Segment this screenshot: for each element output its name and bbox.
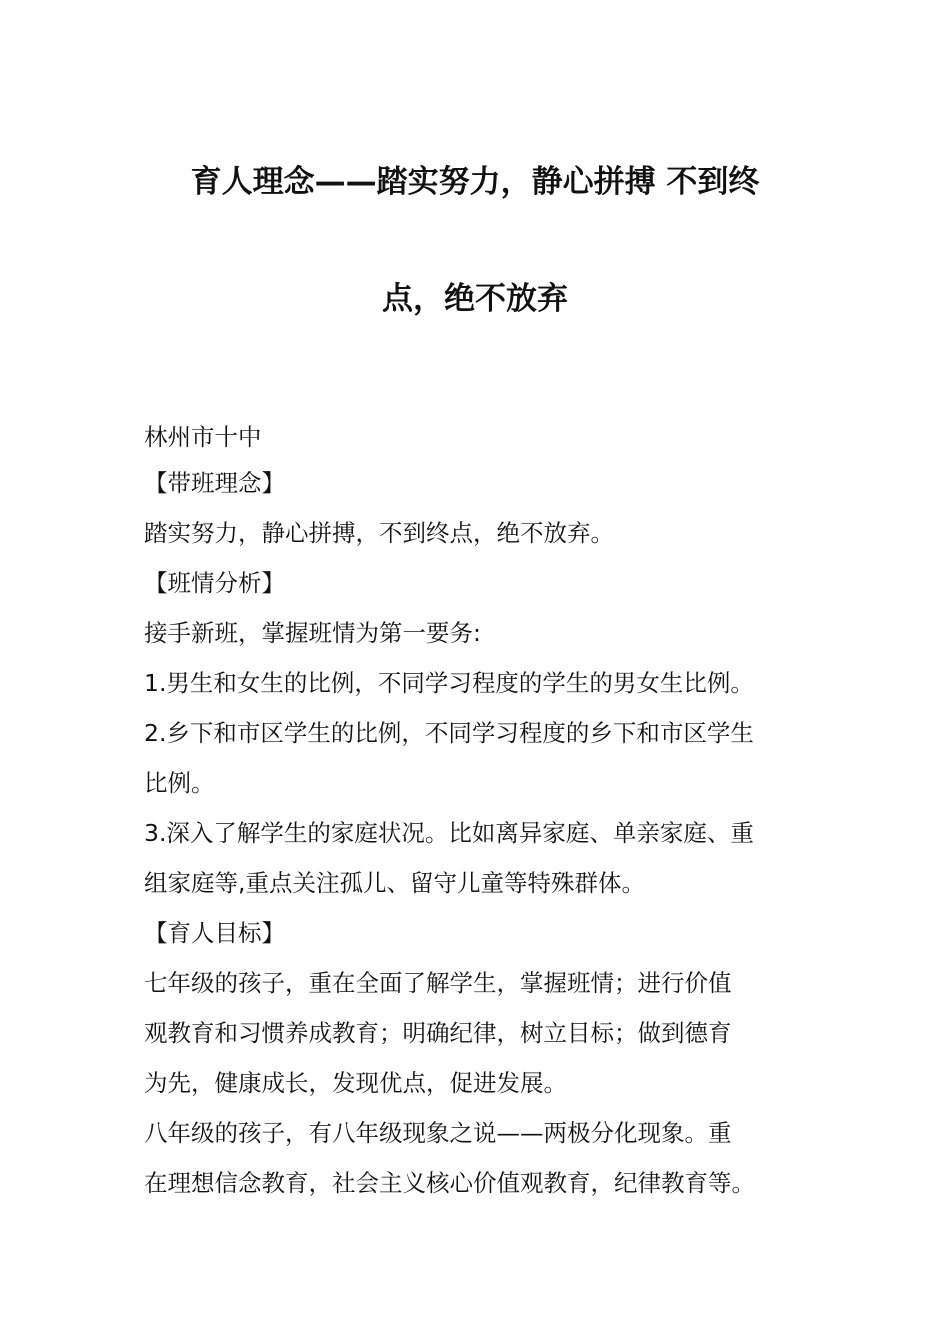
section-heading: 【带班理念】 [144,469,285,497]
body-line: 七年级的孩子，重在全面了解学生，掌握班情；进行价值 [144,969,732,997]
body-line: 观教育和习惯养成教育；明确纪律，树立目标；做到德育 [144,1019,732,1047]
body-line: 在理想信念教育，社会主义核心价值观教育，纪律教育等。 [144,1169,755,1197]
body-line: 八年级的孩子，有八年级现象之说——两极分化现象。重 [144,1119,732,1147]
body-line: 组家庭等,重点关注孤儿、留守儿童等特殊群体。 [144,869,645,897]
section-heading: 【育人目标】 [144,919,285,947]
body-line: 比例。 [144,769,215,797]
section-heading: 【班情分析】 [144,569,285,597]
body-line: 3.深入了解学生的家庭状况。比如离异家庭、单亲家庭、重 [144,819,754,847]
body-line: 为先，健康成长，发现优点，促进发展。 [144,1069,567,1097]
school-name: 林州市十中 [144,423,262,451]
body-line: 踏实努力，静心拼搏，不到终点，绝不放弃。 [144,519,614,547]
body-line: 接手新班，掌握班情为第一要务: [144,619,481,647]
body-line: 1.男生和女生的比例，不同学习程度的学生的男女生比例。 [144,669,754,697]
document-title-line-2: 点，绝不放弃 [382,281,568,317]
body-line: 2.乡下和市区学生的比例，不同学习程度的乡下和市区学生 [144,719,754,747]
document-body [144,417,814,1208]
document-title-line-1: 育人理念——踏实努力，静心拼搏 不到终 [190,164,760,200]
